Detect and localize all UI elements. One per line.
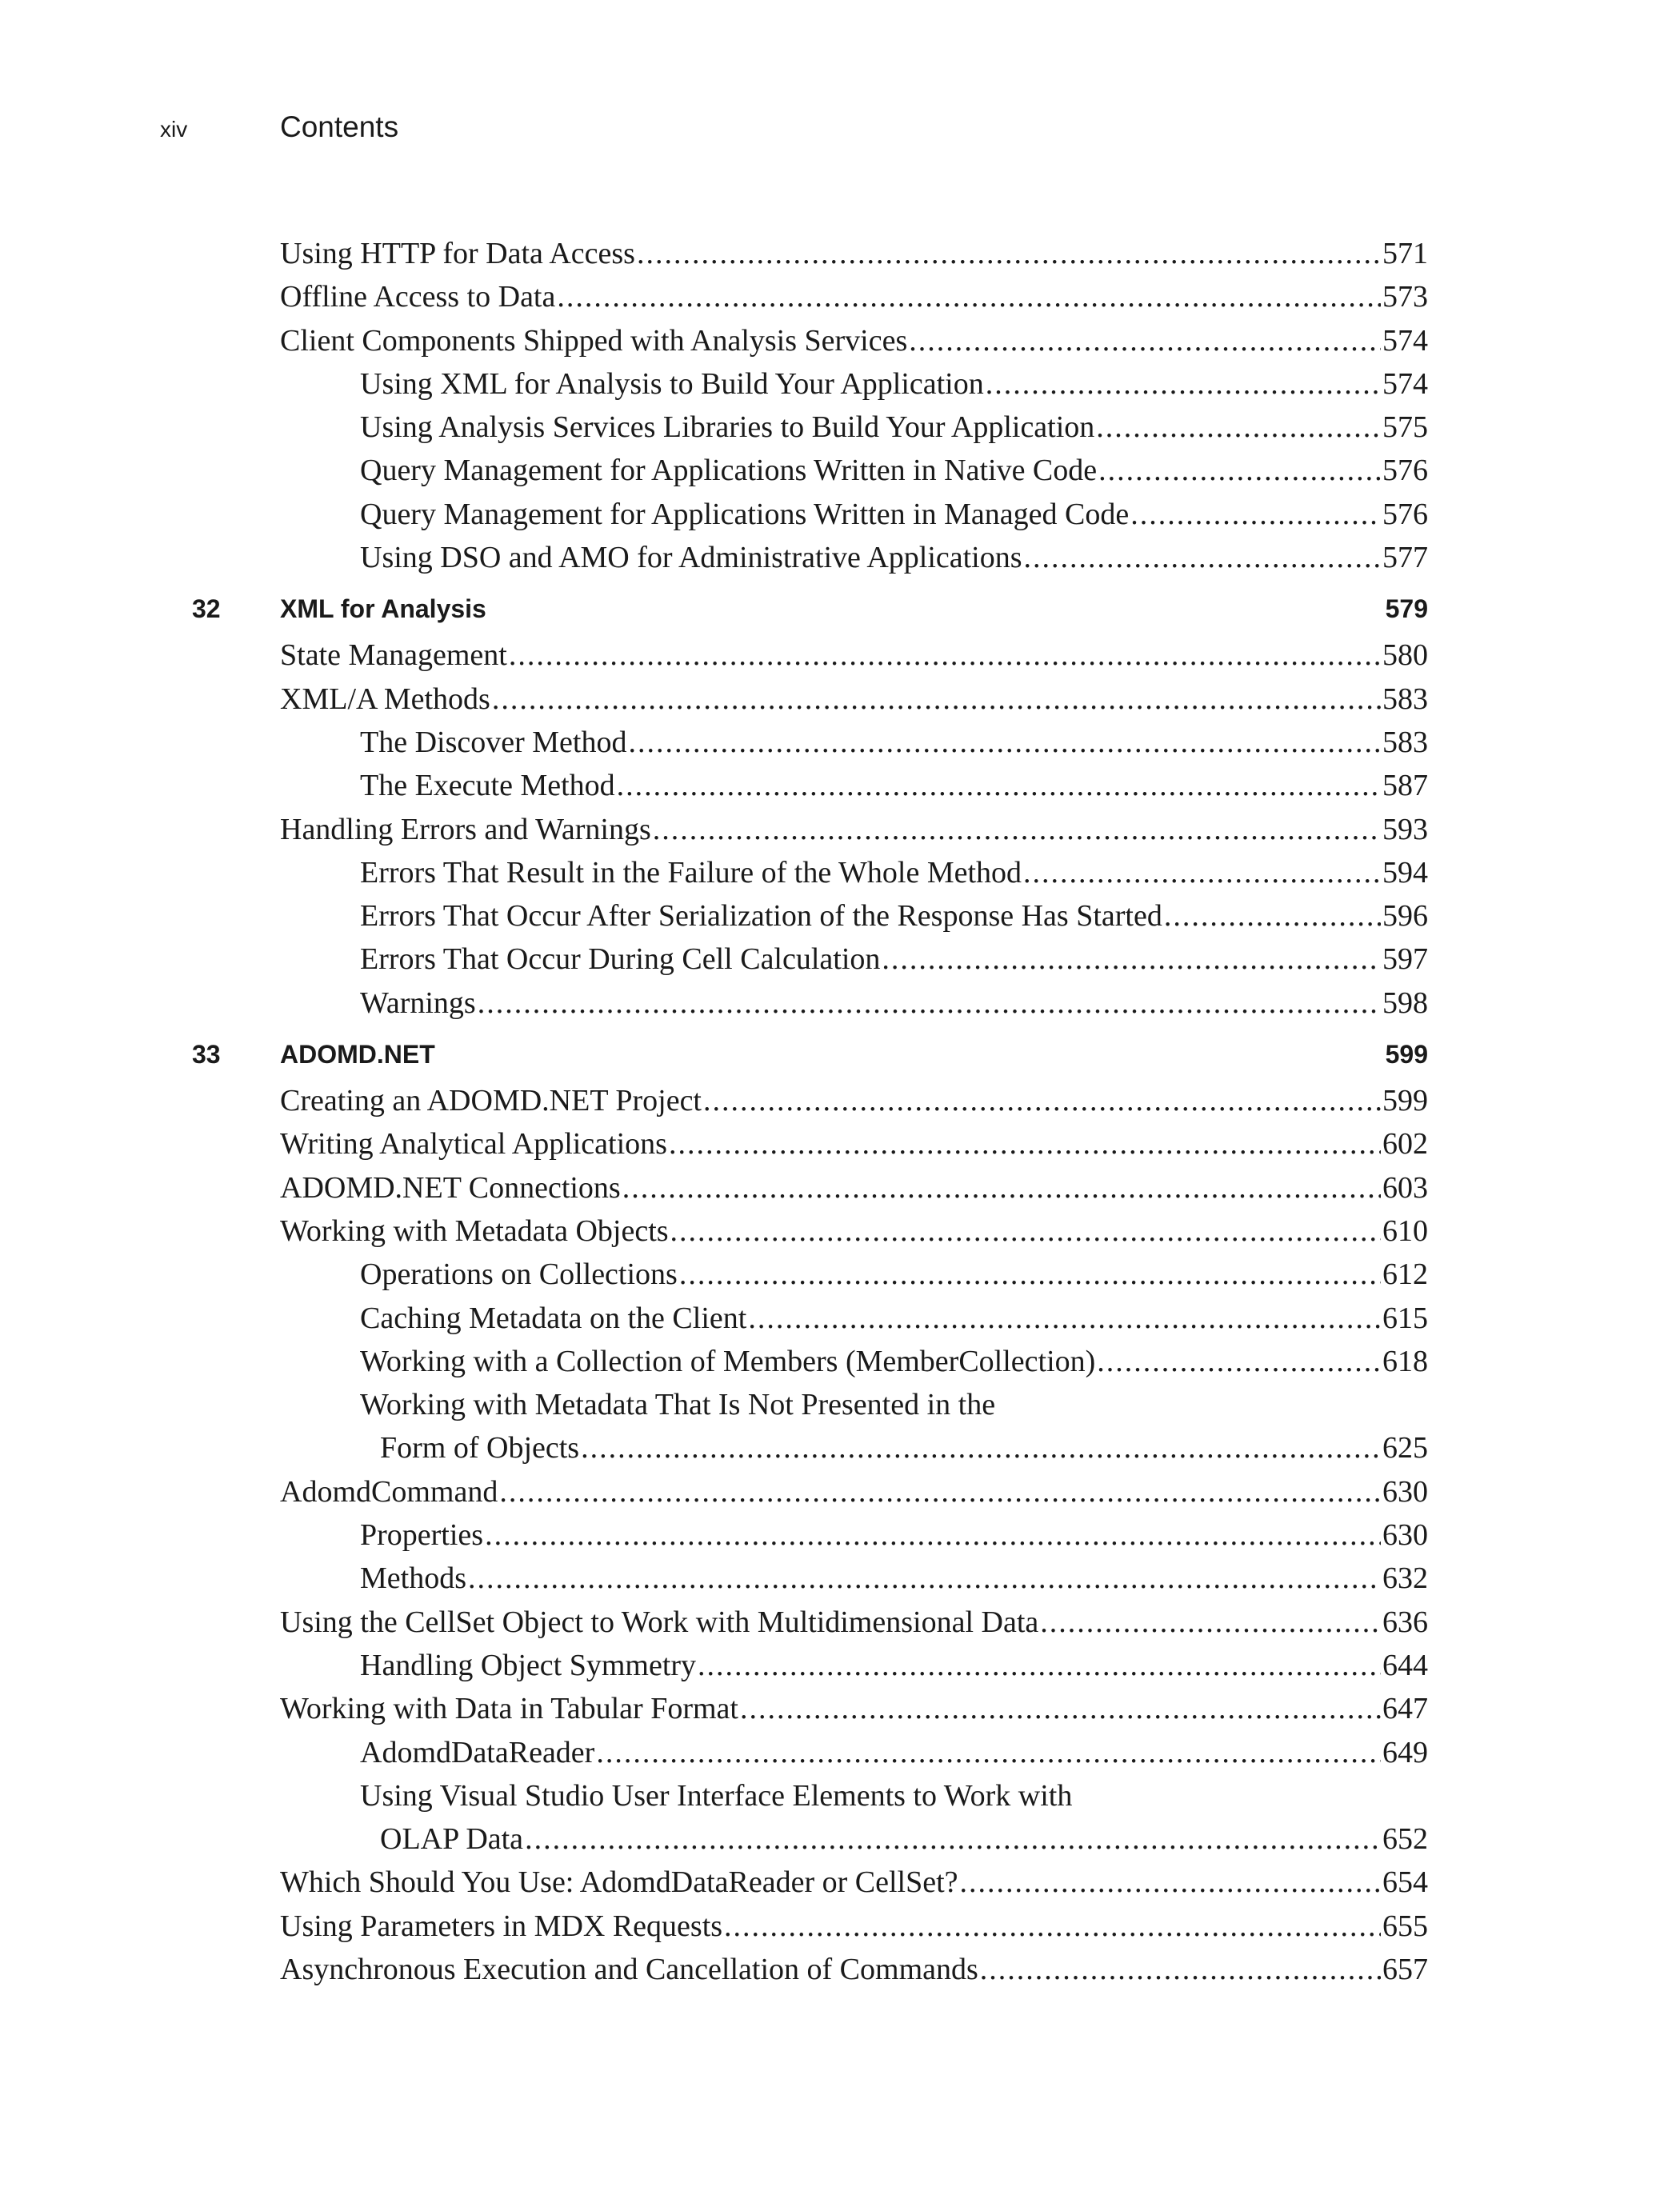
toc-entry[interactable] bbox=[280, 1821, 1428, 1865]
toc-entry-page: 654 bbox=[1382, 1865, 1428, 1900]
toc-entry-page: 575 bbox=[1382, 410, 1428, 445]
toc-entry-page: 597 bbox=[1382, 942, 1428, 977]
dot-leader bbox=[468, 1561, 1381, 1596]
toc-entry-page: 615 bbox=[1382, 1301, 1428, 1335]
toc-entry-title: XML/A Methods bbox=[280, 682, 490, 716]
toc-entry[interactable] bbox=[280, 1909, 1428, 1952]
toc-entry[interactable] bbox=[280, 366, 1428, 410]
toc-entry[interactable] bbox=[280, 1735, 1428, 1778]
toc-entry[interactable] bbox=[280, 323, 1428, 366]
dot-leader bbox=[492, 682, 1381, 717]
chapter-number: 32 bbox=[192, 594, 221, 624]
toc-entry-page: 632 bbox=[1382, 1561, 1428, 1596]
page-folio: xiv bbox=[160, 117, 188, 142]
dot-leader bbox=[622, 1170, 1381, 1205]
toc-entry-page: 636 bbox=[1382, 1605, 1428, 1639]
toc-entry[interactable] bbox=[280, 1865, 1428, 1908]
chapter-page: 579 bbox=[1385, 594, 1428, 624]
chapter bbox=[192, 594, 1428, 1029]
toc-entry-page: 583 bbox=[1382, 682, 1428, 716]
toc-entry-title: Using HTTP for Data Access bbox=[280, 237, 635, 270]
toc-entry-page: 576 bbox=[1382, 454, 1428, 488]
dot-leader bbox=[478, 986, 1381, 1021]
dot-leader bbox=[670, 1213, 1381, 1249]
toc-entry-title: Asynchronous Execution and Cancellation of Commands bbox=[280, 1952, 978, 1986]
toc-entry-title: Query Management for Applications Written in Managed Code bbox=[360, 497, 1130, 531]
dot-leader bbox=[581, 1430, 1381, 1465]
toc-entry-title: Errors That Occur During Cell Calculation bbox=[360, 942, 881, 977]
toc-entry-page: 618 bbox=[1382, 1344, 1428, 1378]
toc-entry[interactable] bbox=[280, 1430, 1428, 1473]
toc-entry-title: Working with Metadata Objects bbox=[280, 1213, 669, 1248]
toc-entry[interactable] bbox=[280, 768, 1428, 811]
dot-leader bbox=[669, 1126, 1381, 1161]
toc-entry[interactable] bbox=[280, 1952, 1428, 1995]
toc-entry-title: Handling Object Symmetry bbox=[360, 1648, 697, 1682]
toc-entry-page: 599 bbox=[1382, 1084, 1428, 1118]
dot-leader bbox=[980, 1952, 1381, 1987]
toc-entry-page: 652 bbox=[1382, 1822, 1428, 1857]
toc-entry-page: 603 bbox=[1382, 1170, 1428, 1205]
toc-entry-title: Creating an ADOMD.NET Project bbox=[280, 1084, 702, 1118]
toc-entry[interactable] bbox=[280, 898, 1428, 942]
running-head-title: Contents bbox=[280, 110, 399, 143]
toc-entry-page: 574 bbox=[1382, 366, 1428, 401]
chapter-list bbox=[192, 594, 1428, 1995]
toc-entry[interactable] bbox=[280, 1474, 1428, 1517]
toc-entry-title: Methods bbox=[360, 1561, 466, 1596]
toc-entry-title: Query Management for Applications Written in Native Code bbox=[360, 454, 1098, 488]
toc-entry-title: The Discover Method bbox=[360, 725, 627, 759]
toc-entry-title: State Management bbox=[280, 638, 507, 673]
toc-entry-page: 573 bbox=[1382, 280, 1428, 314]
dot-leader bbox=[499, 1474, 1381, 1509]
toc-entry[interactable] bbox=[280, 682, 1428, 725]
dot-leader bbox=[1097, 1344, 1381, 1379]
toc-entry[interactable] bbox=[280, 986, 1428, 1029]
chapter-page: 599 bbox=[1385, 1040, 1428, 1070]
toc-entry-page: 647 bbox=[1382, 1692, 1428, 1726]
toc-entry[interactable] bbox=[280, 540, 1428, 583]
dot-leader bbox=[485, 1517, 1381, 1553]
toc-entry[interactable] bbox=[280, 1213, 1428, 1257]
toc-entry-page: 612 bbox=[1382, 1257, 1428, 1292]
toc-entry-title: The Execute Method bbox=[360, 769, 615, 803]
dot-leader bbox=[1098, 453, 1381, 488]
toc-entry-page: 593 bbox=[1382, 812, 1428, 846]
toc-entry[interactable] bbox=[280, 1605, 1428, 1648]
toc-entry-title: Which Should You Use: AdomdDataReader or CellSet? bbox=[280, 1865, 958, 1900]
toc-entry-title: Errors That Result in the Failure of the Whole Method bbox=[360, 855, 1022, 890]
toc-entry-page: 574 bbox=[1382, 323, 1428, 358]
toc-entry[interactable] bbox=[280, 1387, 1428, 1430]
dot-leader bbox=[1023, 855, 1381, 890]
toc-entry[interactable] bbox=[280, 236, 1428, 279]
dot-leader bbox=[748, 1301, 1381, 1336]
toc-entry-title: Offline Access to Data bbox=[280, 280, 556, 314]
toc-entry-page: 630 bbox=[1382, 1474, 1428, 1509]
dot-leader bbox=[1164, 898, 1381, 934]
toc-entry[interactable] bbox=[280, 942, 1428, 985]
dot-leader bbox=[882, 942, 1381, 977]
toc-entry-title: Form of Objects bbox=[380, 1431, 580, 1465]
dot-leader bbox=[679, 1257, 1381, 1292]
toc-entry-page: 580 bbox=[1382, 638, 1428, 673]
toc-entry-title: ADOMD.NET Connections bbox=[280, 1170, 621, 1205]
toc-entry[interactable] bbox=[280, 1648, 1428, 1691]
toc-entry-title: Handling Errors and Warnings bbox=[280, 812, 651, 846]
toc-entry-title: Using the CellSet Object to Work with Multidimensional Data bbox=[280, 1605, 1039, 1639]
toc-entry[interactable] bbox=[280, 279, 1428, 322]
toc-entry[interactable] bbox=[280, 1517, 1428, 1561]
toc-entry-page: 576 bbox=[1382, 497, 1428, 531]
toc-entry-page: 596 bbox=[1382, 899, 1428, 934]
chapter-number: 33 bbox=[192, 1040, 221, 1070]
toc-entry[interactable] bbox=[280, 1691, 1428, 1734]
dot-leader bbox=[986, 366, 1381, 402]
toc-entry[interactable] bbox=[280, 855, 1428, 898]
dot-leader bbox=[637, 236, 1381, 271]
toc-entry-page: 625 bbox=[1382, 1431, 1428, 1465]
dot-leader bbox=[703, 1083, 1381, 1118]
chapter bbox=[192, 1040, 1428, 1995]
toc-entry-title: Using DSO and AMO for Administrative Applications bbox=[360, 541, 1022, 575]
toc-entry-title: Caching Metadata on the Client bbox=[360, 1301, 747, 1335]
toc-entry-title: Client Components Shipped with Analysis Services bbox=[280, 323, 908, 358]
toc-entry[interactable] bbox=[280, 1257, 1428, 1300]
toc-entry[interactable] bbox=[280, 1170, 1428, 1213]
toc-entry-title: Warnings bbox=[360, 986, 476, 1020]
toc-entry[interactable] bbox=[280, 812, 1428, 855]
toc-entry-title: Using Visual Studio User Interface Elements to Work with bbox=[360, 1778, 1073, 1813]
dot-leader bbox=[1024, 540, 1381, 575]
toc-entry[interactable] bbox=[280, 1344, 1428, 1387]
dot-leader bbox=[596, 1735, 1381, 1770]
chapter-heading[interactable] bbox=[192, 594, 1428, 638]
dot-leader bbox=[698, 1648, 1381, 1683]
toc-entry[interactable] bbox=[280, 410, 1428, 453]
toc-entry-page: 587 bbox=[1382, 769, 1428, 803]
toc-entry-page: 577 bbox=[1382, 541, 1428, 575]
dot-leader bbox=[960, 1865, 1381, 1900]
dot-leader bbox=[525, 1821, 1381, 1857]
toc-entry-title: Writing Analytical Applications bbox=[280, 1127, 667, 1161]
toc-entry-title: AdomdDataReader bbox=[360, 1735, 595, 1769]
toc-entry-title: Errors That Occur After Serialization of the Response Has Started bbox=[360, 899, 1162, 934]
toc-entry-title: AdomdCommand bbox=[280, 1474, 498, 1509]
dot-leader bbox=[724, 1909, 1381, 1944]
dot-leader bbox=[1096, 410, 1381, 445]
toc-entry[interactable] bbox=[280, 638, 1428, 681]
dot-leader bbox=[628, 725, 1381, 760]
dot-leader bbox=[1040, 1605, 1381, 1640]
toc-entry-title: Using Analysis Services Libraries to Build Your Application bbox=[360, 410, 1095, 445]
toc-entry-page: 594 bbox=[1382, 855, 1428, 890]
toc-entry[interactable] bbox=[280, 453, 1428, 496]
toc-entry-page: 602 bbox=[1382, 1127, 1428, 1161]
toc-entry-page: 657 bbox=[1382, 1952, 1428, 1986]
toc-entry[interactable] bbox=[280, 1126, 1428, 1169]
dot-leader bbox=[557, 279, 1381, 314]
toc-entry-title: Working with a Collection of Members (MemberCollection) bbox=[360, 1344, 1096, 1378]
dot-leader bbox=[617, 768, 1381, 803]
toc-entry-title: Using Parameters in MDX Requests bbox=[280, 1909, 723, 1943]
running-head bbox=[160, 110, 398, 144]
toc-entry-page: 583 bbox=[1382, 725, 1428, 759]
toc-entry-page: 571 bbox=[1382, 237, 1428, 270]
toc-entry-page: 655 bbox=[1382, 1909, 1428, 1943]
toc-entry-page: 630 bbox=[1382, 1518, 1428, 1553]
dot-leader bbox=[909, 323, 1381, 358]
toc-entry-page: 610 bbox=[1382, 1213, 1428, 1248]
chapter-title: ADOMD.NET bbox=[280, 1040, 435, 1070]
table-of-contents bbox=[192, 236, 1428, 1995]
toc-entry-page: 644 bbox=[1382, 1648, 1428, 1682]
toc-entry[interactable] bbox=[280, 1561, 1428, 1604]
toc-entry-page: 649 bbox=[1382, 1735, 1428, 1769]
toc-entry-title: Properties bbox=[360, 1518, 484, 1553]
chapter-heading[interactable] bbox=[192, 1040, 1428, 1083]
dot-leader bbox=[509, 638, 1381, 673]
toc-entry[interactable] bbox=[280, 1301, 1428, 1344]
toc-entry-title: OLAP Data bbox=[380, 1822, 524, 1857]
toc-entry-page: 598 bbox=[1382, 986, 1428, 1020]
toc-entry-title: Working with Data in Tabular Format bbox=[280, 1692, 738, 1726]
toc-entry[interactable] bbox=[280, 497, 1428, 540]
pre-entries bbox=[280, 236, 1428, 583]
toc-entry[interactable] bbox=[280, 725, 1428, 768]
toc-entry[interactable] bbox=[280, 1778, 1428, 1821]
toc-entry-title: Using XML for Analysis to Build Your Application bbox=[360, 366, 984, 401]
toc-entry-title: Operations on Collections bbox=[360, 1257, 678, 1292]
dot-leader bbox=[653, 812, 1381, 847]
dot-leader bbox=[740, 1691, 1381, 1726]
toc-entry[interactable] bbox=[280, 1083, 1428, 1126]
dot-leader bbox=[1130, 497, 1381, 532]
chapter-title: XML for Analysis bbox=[280, 594, 486, 624]
toc-entry-title: Working with Metadata That Is Not Presented in the bbox=[360, 1388, 996, 1422]
